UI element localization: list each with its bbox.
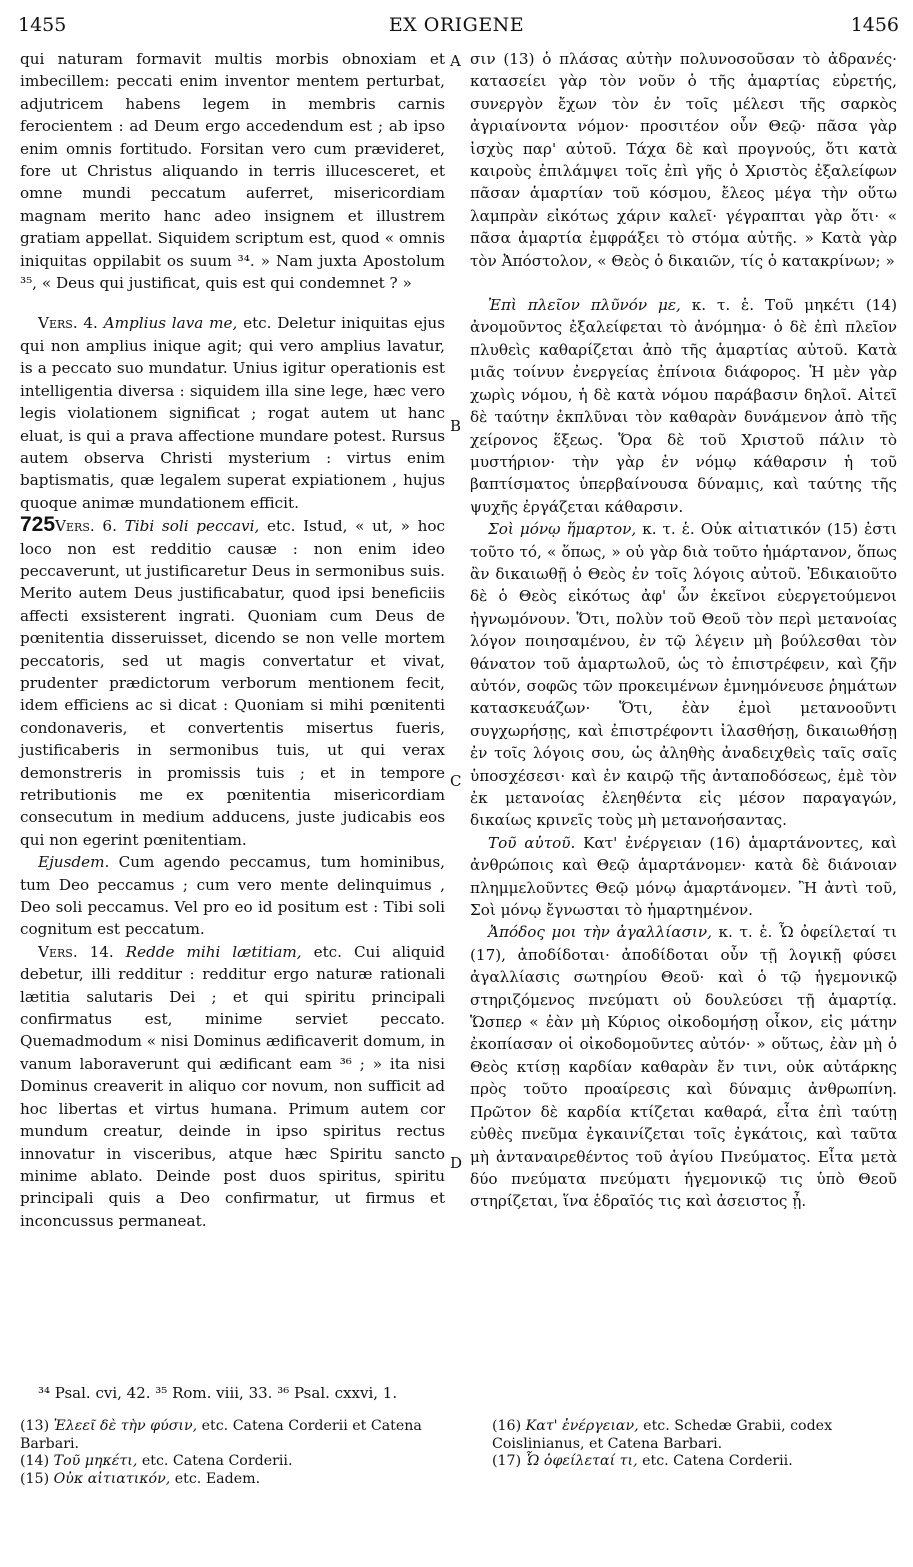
latin-paragraph: Vers. 14. Redde mihi lætitiam, etc. Cui aliquid debetur, illi redditur : redditur ergo naturæ rationali lætitia salutaris Dei ; et qui spiritu principali confirmatus est, minime serviet peccato. Quemadmodum « nisi Dominus ædificaverit domum, in vanum laboraverunt qui ædificant eam ³⁶ ; » ita nisi Dominus creaverit in aliquo cor novum, non sufficit ad hoc libertas et virtus humana. Primum autem cor mundum creatur, deinde in ipso spiritus rectus innovatur in visceribus, atque hæc Spiritu sancto minime ablato. Deinde post duos spiritus, spiritu principali quis a Deo confirmatur, ut firmus et inconcussus permaneat. (20, 942, 445, 1230)
footnote: (15) Οὐκ αἰτιατικόν, etc. Eadem. (20, 1470, 261, 1487)
margin-letter-a: A (450, 52, 461, 70)
latin-paragraph: Vers. 4. Amplius lava me, etc. Deletur iniquitas ejus qui non amplius inique agit; qui vero amplius lavatur, is a peccato suo mundatur. Unius igitur operationis est intelligentia diversa : siquidem illa sine lege, hæc vero legis violationem significat ; rogat autem ut hanc eluat, is qui a prava affectione mundare potest. Rursus autem observa Christi mysterium : virtus enim baptismatis, quæ legalem superat expiationem , hujus quoque animæ mundationem efficit. (20, 314, 445, 512)
margin-letter-d: D (450, 1154, 463, 1172)
greek-paragraph: Σοὶ μόνῳ ἥμαρτον, κ. τ. ἑ. Οὐκ αἰτιατικόν (15) ἐστι τοῦτο τό, « ὅπως, » οὐ γὰρ διὰ τοῦτο ἡμάρτανον, ὅπως ἂν δικαιωθῇ ὁ Θεὸς ἐν τοῖς λόγοις αὐτοῦ. Ἐδικαιοῦτο δὲ ὁ Θεὸς εἰκότως ἀφ' ὧν ἐκεῖνοι εὐεργετούμενοι ἠγνωμόνουν. Ὅτι, πολὺν τοῦ Θεοῦ τὸν περὶ μετανοίας λόγον ποιησαμένου, ἐν τῷ λέγειν μὴ βούλεσθαι τὸν θάνατον τοῦ ἁμαρτωλοῦ, ὡς τὸ ἐπιστρέφειν, καὶ ζῆν αὐτόν, σοφῶς τῶν προκειμένων ἐμνημόνευσε ῥημάτων κατασκευάζων· Ὅτι, ἐὰν ἐμοὶ μετανοοῦντι συγχωρήσῃς, καὶ ἐπιστρέφοντι ἱλασθήσῃ, δικαιωθήσῃ ἐν τοῖς λόγοις σου, ὡς ἀληθὴς ἀναδειχθεὶς ταῖς σαῖς ὑποσχέσεσι· καὶ ἐν καιρῷ τῆς ἀνταποδόσεως, ἐμὲ τὸν ἐκ μετανοίας ἐλεηθέντα εἰς μέσον παραγαγών, δικαίως κρινεῖς τοὺς μὴ μετανοήσαντας. (470, 520, 897, 830)
left-page-number: 1455 (18, 14, 67, 36)
right-page-number: 1456 (850, 14, 899, 36)
latin-paragraph: qui naturam formavit multis morbis obnoxiam et imbecillem: peccati enim inventor mentem perturbat, adjutricem habens legem in membris carnis ferocientem : ad Deum ergo accedendum est ; ab ipso enim omnis fortitudo. Forsitan vero cum prævideret, fore ut Christus aliquando in terris illucesceret, et omne mundi peccatum auferret, misericordiam magnam merito hanc adeo insignem et illustrem gratiam appellat. Siquidem scriptum est, quod « omnis iniquitas oppilabit os suum ³⁴. » Nam juxta Apostolum ³⁵, « Deus qui justificat, quis est qui condemnet ? » (20, 50, 445, 293)
latin-paragraph: 725Vers. 6. Tibi soli peccavi, etc. Istud, « ut, » hoc loco non est redditio causæ : non enim ideo peccaverunt, ut justificaretur Deus in sermonibus suis. Merito autem Deus justificabatur, quod ipsi beneficiis affecti exsisterent ingrati. Quoniam cum Deus de pœnitentia disseruisset, dicendo se non velle mortem peccatoris, sed ut magis convertatur et vivat, prudenter prædictorum verborum mentionem fecit, idem efficiens ac si dicat : Quoniam si mihi pœnitenti condonaveris, et convertentis misertus fueris, justificaberis in sermonibus tuis, ut qui verax demonstreris in promissis tuis ; et in tempore retributionis me ex pœnitentia misericordiam consecutum in medium adducens, juste judicabis eos qui non egerint pœnitentiam. (20, 513, 446, 849)
running-header (0, 14, 913, 44)
margin-letter-c: C (450, 772, 462, 790)
running-title: EX ORIGENE (388, 14, 525, 36)
footnote: (17) Ὧ ὀφείλεταί τι, etc. Catena Corderii. (492, 1453, 793, 1469)
scripture-references: ³⁴ Psal. cvi, 42. ³⁵ Rom. viii, 33. ³⁶ Psal. cxxvi, 1. (38, 1384, 398, 1402)
footnote: (16) Κατ' ἐνέργειαν, etc. Schedæ Grabii, codex Coislinianus, et Catena Barbari. (492, 1418, 833, 1452)
greek-paragraph: Ἐπὶ πλεῖον πλῦνόν με, κ. τ. ἑ. Τοῦ μηκέτι (14) ἀνομοῦντος ἐξαλείφεται τὸ ἀνόμημα· ὁ δὲ ἐπὶ πλεῖον πλυθεὶς καθαρίζεται ἀπὸ τῆς ἁμαρτίας αὐτοῦ. Κατὰ μιᾶς τοίνυν ἐνεργείας ἐπίνοια διάφορος. Ἡ μὲν γὰρ χωρὶς νόμου, ἡ δὲ κατὰ νόμου παράβασιν δηλοῖ. Αἰτεῖ δὲ ταύτην ἐκπλῦναι τὸν καθαρὰν δυνάμενον ἀπὸ τῆς χείρονος ἕξεως. Ὅρα δὲ τοῦ Χριστοῦ πάλιν τὸ μυστήριον· τὴν γὰρ ἐν νόμῳ κάθαρσιν ἡ τοῦ βαπτίσματος ὑπερβαίνουσα δύναμις, καὶ ταύτης τῆς ψυχῆς ἐργάζεται κάθαρσιν. (470, 296, 897, 516)
greek-paragraph: Τοῦ αὐτοῦ. Κατ' ἐνέργειαν (16) ἁμαρτάνοντες, καὶ ἀνθρώποις καὶ Θεῷ ἁμαρτάνομεν· κατὰ δὲ διάνοιαν πλημμελοῦντες Θεῷ μόνῳ ἁμαρτάνομεν. Ἢ ἀντὶ τοῦ, Σοὶ μόνῳ ἔγνωσται τὸ ἡμαρτημένον. (470, 833, 897, 920)
greek-paragraph: Ἀπόδος μοι τὴν ἀγαλλίασιν, κ. τ. ἑ. Ὧ ὀφείλεταί τι (17), ἀποδίδοται· ἀποδίδοται οὖν τῇ λογικῇ φύσει ἀγαλλίασις σωτηρίου Θεοῦ· καὶ ὁ τῷ ἡγεμονικῷ στηριζόμενος πνεύματι οὐ δουλεύσει τῇ ἁμαρτίᾳ. Ὥσπερ « ἐὰν μὴ Κύριος οἰκοδομήσῃ οἶκον, εἰς μάτην ἐκοπίασαν οἱ οἰκοδομοῦντες αὐτόν· » οὕτως, ἐὰν μὴ ὁ Θεὸς κτίσῃ καρδίαν καθαρὰν ἔν τινι, οὐκ αὐτάρκης πρὸς τοῦτο προαίρεσις καὶ δύναμις ἀνθρωπίνη. Πρῶτον δὲ καρδία κτίζεται καθαρά, εἶτα ἐπὶ ταύτῃ εὐθὲς πνεῦμα ἐγκαινίζεται τοῖς ἐγκάτοις, καὶ ταῦτα μὴ ἀνταναιρεθέντος τοῦ ἁγίου Πνεύματος. Εἶτα μετὰ δύο πνεύματα πνεύματι ἡγεμονικῷ τις ὑπὸ Θεοῦ στηρίζεται, ἵνα ἑδραῖός τις καὶ ἀσειστος ᾖ. (470, 923, 897, 1211)
latin-column (20, 48, 445, 1232)
footnote: (14) Τοῦ μηκέτι, etc. Catena Corderii. (20, 1453, 293, 1469)
greek-paragraph: σιν (13) ὁ πλάσας αὐτὴν πολυνοσοῦσαν τὸ ἀδρανές· κατασείει γὰρ τὸν νοῦν ὁ τῆς ἁμαρτίας εὑρετής, συνεργὸν ἔχων τὸν ἐν τοῖς μέλεσι τῆς σαρκὸς ἀγριαίνοντα νόμον· προσιτέον οὖν Θεῷ· πᾶσα γὰρ ἰσχὺς παρ' αὐτοῦ. Τάχα δὲ καὶ προγνούς, ὅτι κατὰ καιροὺς ἐπιλάμψει τοῖς ἐπὶ γῆς ὁ Χριστὸς ἐξαλείφων πᾶσαν ἁμαρτίαν τοῦ κόσμου, ἔλεος μέγα τὴν οὕτω λαμπρὰν εἰκότως χάριν καλεῖ· γέγραπται γὰρ ὅτι· « πᾶσα ἁμαρτία ἐμφράξει τὸ στόμα αὐτῆς. » Κατὰ γὰρ τὸν Ἀπόστολον, « Θεὸς ὁ δικαιῶν, τίς ὁ κατακρίνων; » (470, 50, 897, 270)
greek-column (470, 48, 897, 1213)
column-number: 725 (20, 513, 56, 537)
latin-paragraph: Ejusdem. Cum agendo peccamus, tum hominibus, tum Deo peccamus ; cum vero mente delinquimus , Deo soli peccamus. Vel pro eo id positum est : Tibi soli cognitum est peccatum. (20, 853, 446, 939)
margin-letter-b: B (450, 417, 462, 435)
footnotes-left (20, 1418, 450, 1488)
footnotes-right (492, 1418, 897, 1471)
footnote: (13) Ἐλεεῖ δὲ τὴν φύσιν, etc. Catena Corderii et Catena Barbari. (20, 1418, 422, 1452)
